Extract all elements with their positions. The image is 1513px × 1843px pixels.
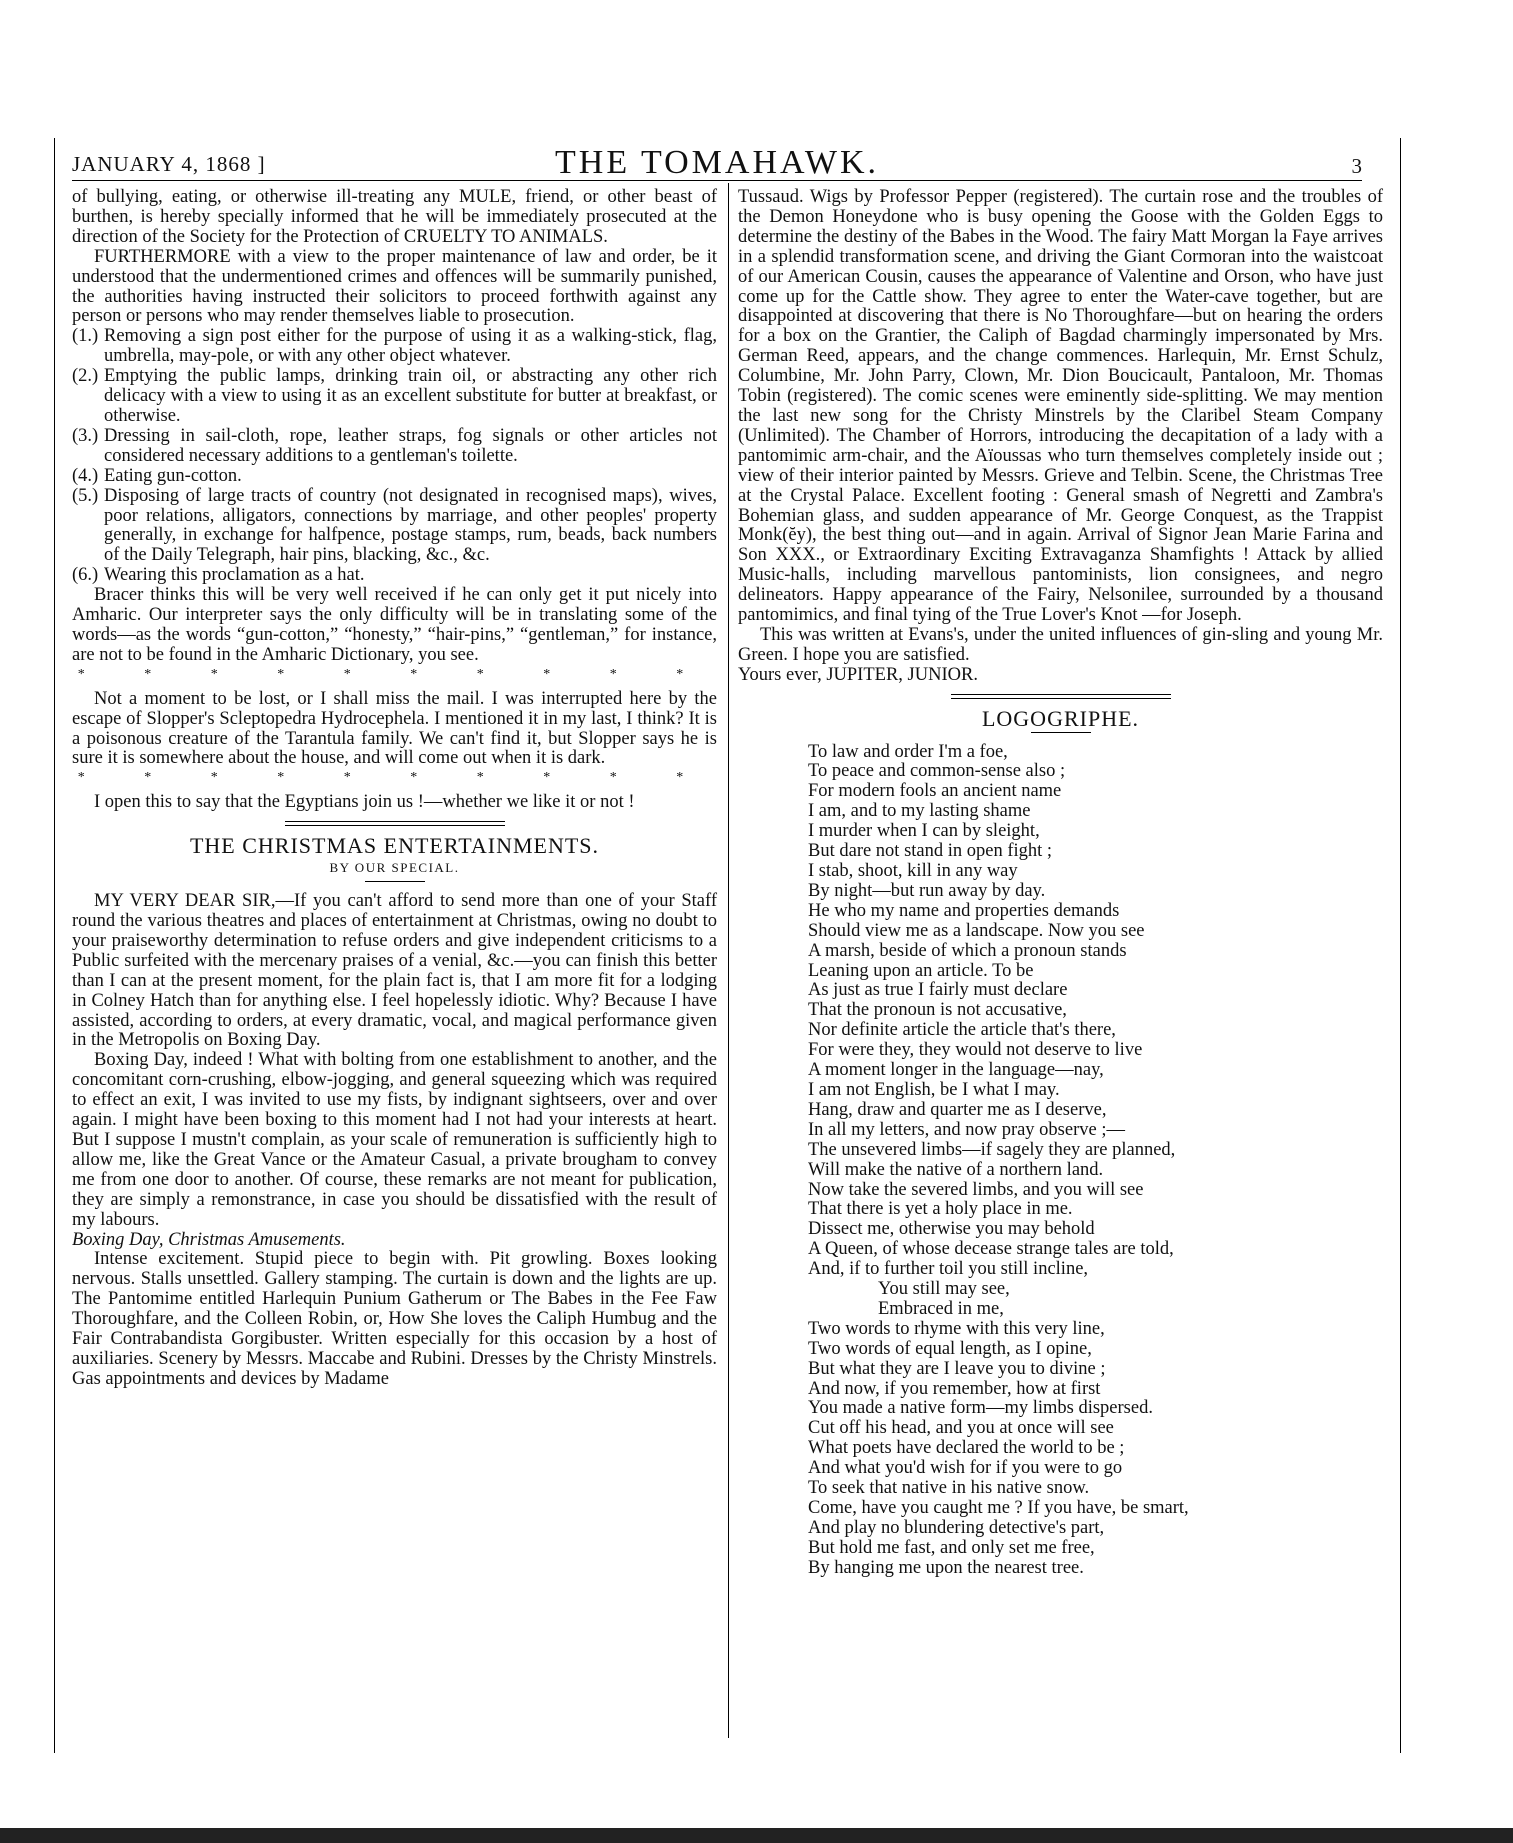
- poem-line: And play no blundering detective's part,: [808, 1517, 1105, 1538]
- right-margin-rule: [1400, 138, 1401, 1753]
- poem-line: You still may see,: [878, 1279, 1010, 1300]
- list-text: Disposing of large tracts of country (not designated in recognised maps), wives, poor relations, alligators, connections by marriage, and other peoples' property generally, in exchange for halfpence, postage stamps, rum, beads, back numbers of the Daily Telegraph, hair pins, blacking, &c., &c.: [104, 485, 717, 566]
- list-text: Removing a sign post either for the purpose of using it as a walking-stick, flag, umbrella, may-pole, or with any other object whatever.: [104, 326, 717, 367]
- poem-line: Two words to rhyme with this very line,: [808, 1318, 1105, 1339]
- list-number: (2.): [72, 366, 99, 387]
- poem-line: Now take the severed limbs, and you will see: [808, 1179, 1144, 1200]
- page-header: [72, 144, 1362, 181]
- double-rule: [285, 821, 505, 826]
- scan-edge: [0, 1828, 1513, 1843]
- poem-line: A marsh, beside of which a pronoun stands: [808, 940, 1127, 961]
- right-column: [738, 188, 1383, 1579]
- section-subheading: Boxing Day, Christmas Amusements.: [72, 1229, 346, 1250]
- poem: [808, 743, 1383, 1579]
- poem-line: Dissect me, otherwise you may behold: [808, 1219, 1095, 1240]
- column-divider: [728, 183, 729, 1738]
- poem-line: To seek that native in his native snow.: [808, 1478, 1090, 1499]
- poem-line: In all my letters, and now pray observe ;—: [808, 1119, 1125, 1140]
- poem-line: I am, and to my lasting shame: [808, 801, 1031, 822]
- list-text: Dressing in sail-cloth, rope, leather straps, fog signals or other articles not considered necessary additions to a gentleman's toilette.: [104, 425, 717, 466]
- poem-line: You made a native form—my limbs dispersed.: [808, 1398, 1153, 1419]
- page-number: 3: [1351, 154, 1362, 178]
- poem-line: Embraced in me,: [878, 1298, 1004, 1319]
- poem-line: Should view me as a landscape. Now you see: [808, 920, 1145, 941]
- poem-line: I murder when I can by sleight,: [808, 821, 1040, 842]
- poem-line: To law and order I'm a foe,: [808, 741, 1008, 762]
- poem-line: For were they, they would not deserve to live: [808, 1040, 1143, 1061]
- poem-line: A moment longer in the language—nay,: [808, 1060, 1104, 1081]
- offence-list: [72, 327, 717, 586]
- section-stars: * * * * * * * * * *: [77, 770, 712, 786]
- issue-date: JANUARY 4, 1868 ]: [72, 152, 266, 176]
- list-text: Eating gun-cotton.: [104, 465, 242, 486]
- poem-line: That the pronoun is not accusative,: [808, 1000, 1067, 1021]
- list-number: (1.): [72, 326, 99, 347]
- list-number: (3.): [72, 425, 99, 446]
- poem-line: But what they are I leave you to divine ;: [808, 1358, 1106, 1379]
- poem-line: But hold me fast, and only set me free,: [808, 1537, 1095, 1558]
- poem-line: To peace and common-sense also ;: [808, 761, 1066, 782]
- poem-line: As just as true I fairly must declare: [808, 980, 1068, 1001]
- evans-paragraph: This was written at Evans's, under the united influences of gin-sling and young Mr. Green. I hope you are satisfied.: [738, 624, 1383, 665]
- list-item: [72, 487, 717, 567]
- list-number: (5.): [72, 485, 99, 506]
- list-text: Wearing this proclamation as a hat.: [104, 565, 365, 586]
- poem-line: What poets have declared the world to be ;: [808, 1438, 1125, 1459]
- poem-line: By hanging me upon the nearest tree.: [808, 1557, 1084, 1578]
- letter-paragraph-1: MY VERY DEAR SIR,—If you can't afford to send more than one of your Staff round the various theatres and places of entertainment at Christmas, owing no doubt to your praiseworthy determination to refuse orders and give independent criticisms to a Public surfeited with the mercenary praises of a venial, &c.—you can finish this better than I can at the present moment, for the plain fact is, that I am more fit for a lodging in Colney Hatch than for anything else. I feel hopelessly idiotic. Why? Because I have assisted, according to orders, at every dramatic, vocal, and magical performance given in the Metropolis on Boxing Day.: [72, 891, 717, 1051]
- poem-line: And, if to further toil you still incline,: [808, 1259, 1089, 1280]
- poem-line: Cut off his head, and you at once will see: [808, 1418, 1114, 1439]
- poem-line: The unsevered limbs—if sagely they are planned,: [808, 1139, 1176, 1160]
- signoff: Yours ever, JUPITER, JUNIOR.: [738, 664, 978, 685]
- letter-paragraph-3: Intense excitement. Stupid piece to begin with. Pit growling. Boxes looking nervous. Stalls unsettled. Gallery stamping. The curtain is down and the lights are up. The Pantomime entitled Harlequin Punium Gatherum or The Babes in the Fee Faw Thoroughfare, and the Colleen Robin, or, How She loves the Caliph Humbug and the Fair Contrabandista Gorgibuster. Written especially for this occasion by a host of auxiliaries. Scenery by Messrs. Maccabe and Rubini. Dresses by the Christy Minstrels. Gas appointments and devices by Madame: [72, 1249, 717, 1389]
- short-rule: [365, 881, 425, 882]
- poem-line: That there is yet a holy place in me.: [808, 1199, 1073, 1220]
- intro-paragraph: of bullying, eating, or otherwise ill-treating any MULE, friend, or other beast of burthen, is hereby specially informed that he will be immediately prosecuted at the direction of the Society for the Protection of CRUELTY TO ANIMALS.: [72, 187, 717, 247]
- poem-line: Two words of equal length, as I opine,: [808, 1338, 1092, 1359]
- list-number: (4.): [72, 465, 99, 486]
- list-item: [72, 427, 717, 467]
- bracer-paragraph: Bracer thinks this will be very well received if he can only get it put nicely into Amharic. Our interpreter says the only difficulty will be in translating some of the words—as the words “gun-cotton,” “honesty,” “hair-pins,” “gentleman,” for instance, are not to be found in the Amharic Dictionary, you see.: [72, 585, 717, 665]
- left-column: [72, 188, 717, 1390]
- double-rule: [951, 694, 1171, 699]
- article-byline: BY OUR SPECIAL.: [329, 860, 460, 876]
- egyptians-paragraph: I open this to say that the Egyptians join us !—whether we like it or not !: [94, 792, 635, 813]
- poem-title: LOGOGRIPHE.: [981, 705, 1140, 731]
- poem-line: Come, have you caught me ? If you have, be smart,: [808, 1498, 1189, 1518]
- poem-line: By night—but run away by day.: [808, 880, 1046, 901]
- poem-line: For modern fools an ancient name: [808, 781, 1062, 802]
- short-rule: [1031, 732, 1091, 733]
- list-number: (6.): [72, 565, 99, 586]
- section-stars: * * * * * * * * * *: [77, 666, 712, 682]
- letter-paragraph-2: Boxing Day, indeed ! What with bolting from one establishment to another, and the concomitant corn-crushing, elbow-jogging, and general squeezing which was required to effect an exit, I was invited to use my fists, by indignant sightseers, over and over again. I might have been boxing to this moment had I not had your interests at heart. But I suppose I mustn't complain, as your scale of remuneration is sufficiently high to allow me, like the Great Vance or the Amateur Casual, a private brougham to convey me from one door to another. Of course, these remarks are not meant for publication, they are simply a remonstrance, in case you should be dissatisfied with the result of my labours.: [72, 1050, 717, 1230]
- list-item: [72, 327, 717, 367]
- poem-line: And what you'd wish for if you were to go: [808, 1458, 1123, 1479]
- poem-line: I stab, shoot, kill in any way: [808, 861, 1018, 881]
- list-item: [72, 566, 717, 586]
- poem-line: A Queen, of whose decease strange tales are told,: [808, 1239, 1174, 1260]
- poem-line: Hang, draw and quarter me as I deserve,: [808, 1099, 1107, 1120]
- left-margin-rule: [54, 138, 55, 1753]
- poem-line: Nor definite article the article that's there,: [808, 1020, 1116, 1041]
- masthead-title: THE TOMAHAWK.: [555, 144, 879, 181]
- poem-line: And now, if you remember, how at first: [808, 1378, 1101, 1399]
- list-item: [72, 467, 717, 487]
- article-heading: THE CHRISTMAS ENTERTAINMENTS.: [189, 833, 600, 859]
- list-item: [72, 367, 717, 427]
- header-rule: [72, 180, 1362, 181]
- poem-line: He who my name and properties demands: [808, 900, 1120, 921]
- poem-line: I am not English, be I what I may.: [808, 1079, 1060, 1100]
- poem-line: Leaning upon an article. To be: [808, 960, 1034, 981]
- list-text: Emptying the public lamps, drinking train oil, or abstracting any other rich delicacy with a view to using it as an excellent substitute for butter at breakfast, or otherwise.: [104, 366, 717, 426]
- furthermore-paragraph: FURTHERMORE with a view to the proper maintenance of law and order, be it understood that the undermentioned crimes and offences will be summarily punished, the authorities having instructed their solicitors to proceed forthwith against any person or persons who may render themselves liable to prosecution.: [72, 246, 717, 327]
- continued-paragraph: Tussaud. Wigs by Professor Pepper (registered). The curtain rose and the troubles of the Demon Honeydone who is busy opening the Goose with the Golden Eggs to determine the destiny of the Babes in the Wood. The fairy Matt Morgan la Faye arrives in a splendid transformation scene, and driving the Giant Cormoran into the waistcoat of our American Cousin, causes the appearance of Valentine and Orson, who have just come up for the Cattle show. They agree to enter the Water-cave together, but are disappointed at discovering that there is No Thoroughfare—but on hearing the orders for a box on the Grantier, the Caliph of Bagdad charmingly impersonated by Mrs. German Reed, appears, and the change commences. Harlequin, Mr. Ernst Schulz, Columbine, Mr. John Parry, Clown, Mr. Dion Boucicault, Pantaloon, Mr. Thomas Tobin (registered). The comic scenes were eminently side-splitting. We may mention the last new song for the Christy Minstrels by the Claribel Steam Company (Unlimited). The Chamber of Horrors, introducing the decapitation of a lady with a pantomimic arm-chair, and the Aïoussas who turn themselves completely inside out ; view of their interior painted by Messrs. Grieve and Telbin. Scene, the Christmas Tree at the Crystal Palace. Excellent footing : General smash of Negretti and Zambra's Bohemian glass, and sudden appearance of Mr. George Conquest, as the Trappist Monk(ĕy), the best thing out—and in again. Arrival of Signor Jean Marie Farina and Son XXX., or Extraordinary Exciting Extravaganza Shamfights ! Attack by allied Music-halls, including marvellous pantominists, lion consignees, and negro delineators. Happy appearance of the Fairy, Nelsonilee, surrounded by a thousand pantomimics, and final tying of the True Lover's Knot —for Joseph.: [738, 187, 1383, 626]
- not-a-moment-paragraph: Not a moment to be lost, or I shall miss the mail. I was interrupted here by the escape of Slopper's Scleptopedra Hydrocephela. I mentioned it in my last, I think? It is a poisonous creature of the Tarantula family. We can't find it, but Slopper says he is sure it is somewhere about the house, and will come out when it is dark.: [72, 688, 717, 769]
- poem-line: Will make the native of a northern land.: [808, 1159, 1104, 1180]
- poem-line: But dare not stand in open fight ;: [808, 841, 1053, 862]
